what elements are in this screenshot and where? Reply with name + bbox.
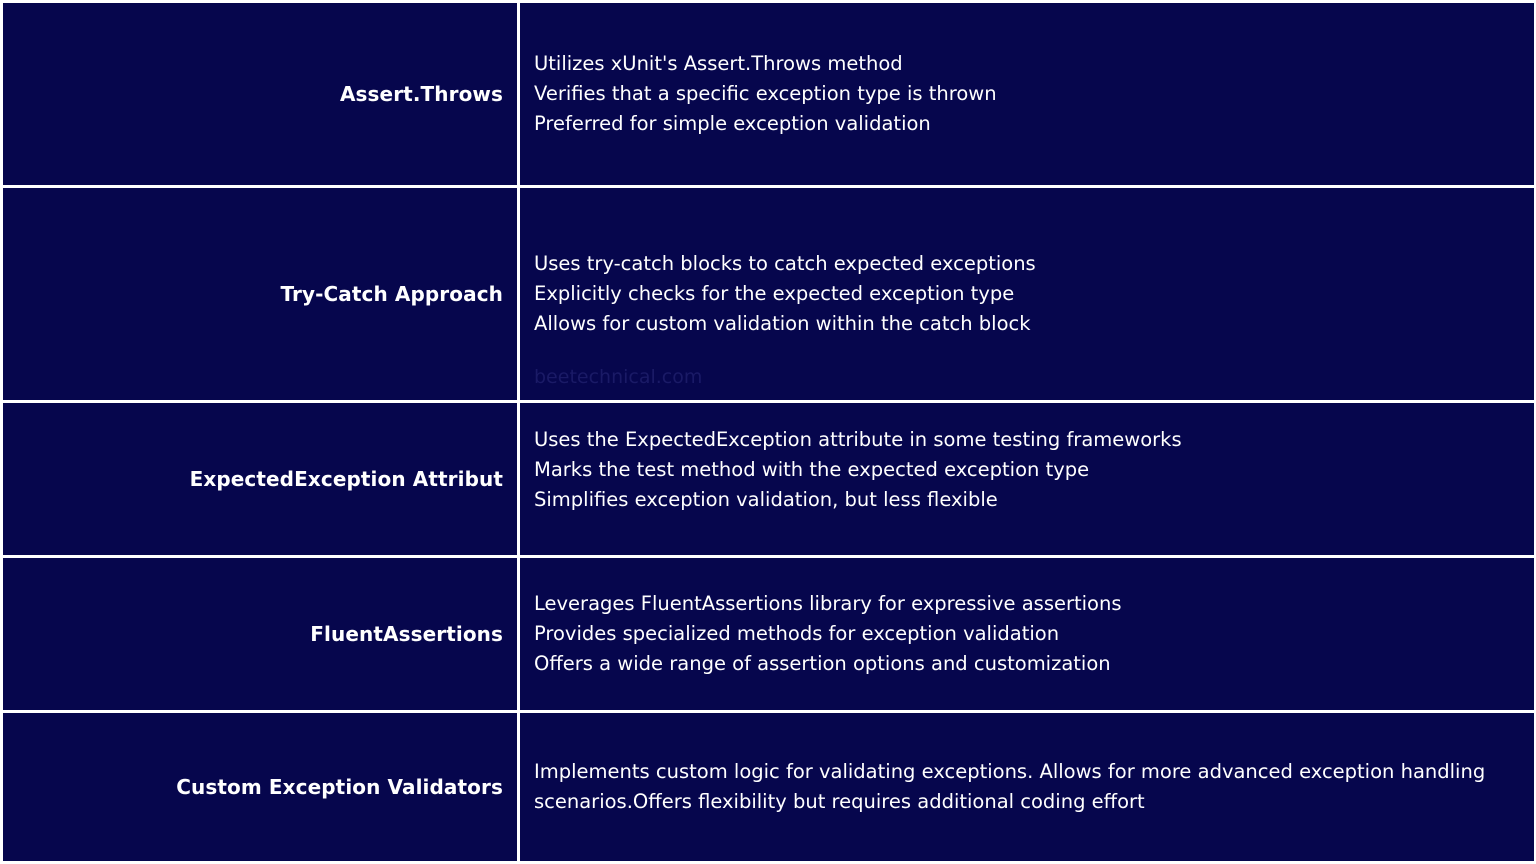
description-paragraph: Implements custom logic for validating exceptions. Allows for more advanced exception handling scenarios.Offers flexibility but requires additional coding effort [534,760,1486,813]
description-line: Leverages FluentAssertions library for expressive assertions [534,592,1122,615]
row-label-cell [3,558,517,710]
description-line: Uses try-catch blocks to catch expected exceptions [534,252,1036,275]
row-description-cell [520,403,1534,555]
description-list [534,589,1122,679]
description-list [534,425,1182,515]
description-line: Marks the test method with the expected exception type [534,458,1090,481]
row-label: FluentAssertions [310,622,503,646]
row-label-cell [3,403,517,555]
row-label: ExpectedException Attribut [189,467,503,491]
description-line: Utilizes xUnit's Assert.Throws method [534,52,903,75]
row-label-cell [3,188,517,400]
description-line: Uses the ExpectedException attribute in some testing frameworks [534,428,1182,451]
description-line: Preferred for simple exception validation [534,112,931,135]
row-label-cell [3,3,517,185]
row-description-cell [520,3,1534,185]
description-line: Provides specialized methods for exception validation [534,622,1060,645]
row-label: Try-Catch Approach [280,282,503,306]
row-label: Assert.Throws [339,82,503,106]
description-list [534,249,1036,339]
row-label: Custom Exception Validators [176,775,503,799]
row-label-cell [3,713,517,861]
description-line: Explicitly checks for the expected exception type [534,282,1015,305]
row-description-cell [520,558,1534,710]
description-line: Verifies that a specific exception type is thrown [534,82,997,105]
description-line: Simplifies exception validation, but less flexible [534,488,998,511]
description-line: Offers a wide range of assertion options and customization [534,652,1111,675]
row-description-cell [520,713,1534,861]
description-line: Allows for custom validation within the catch block [534,312,1031,335]
description-list [534,49,997,139]
watermark-text: beetechnical.com [534,366,703,388]
